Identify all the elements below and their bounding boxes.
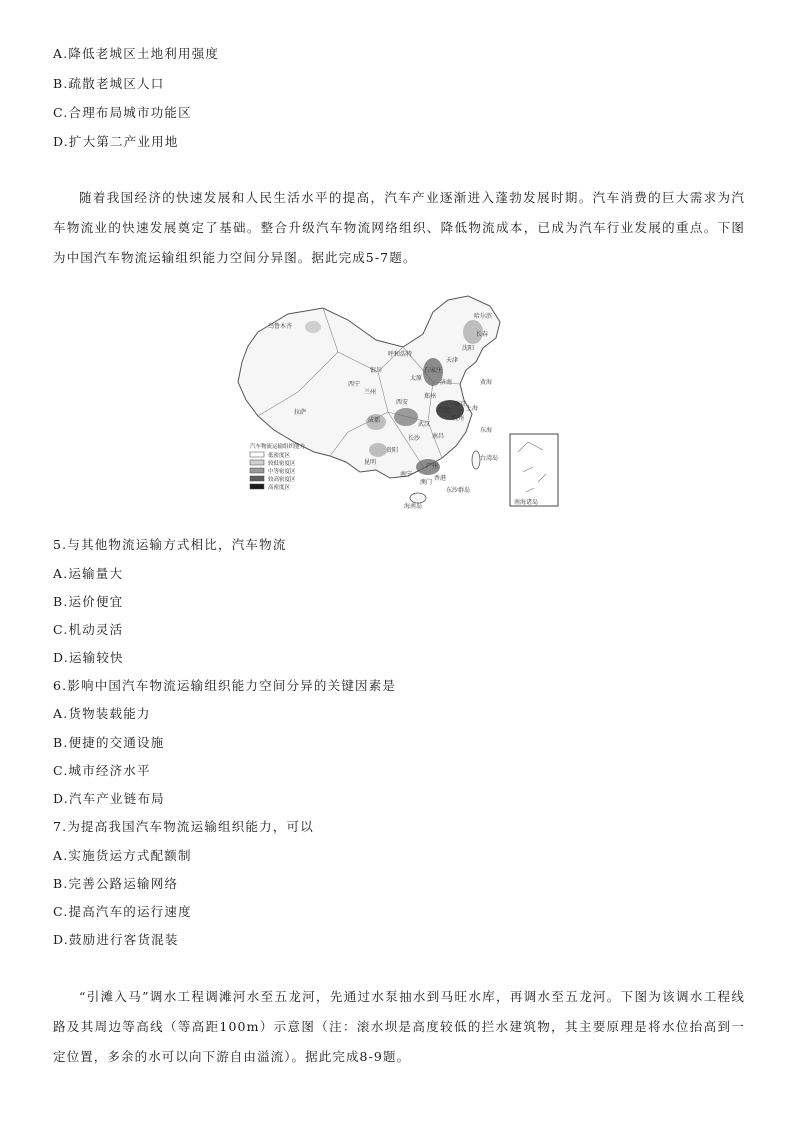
city-label: 东沙群岛 bbox=[446, 487, 471, 494]
south-china-sea-inset bbox=[510, 434, 558, 506]
city-label: 东海 bbox=[480, 427, 493, 434]
city-label: 乌鲁木齐 bbox=[268, 323, 293, 330]
q4-option-d: D.扩大第二产业用地 bbox=[53, 134, 179, 149]
map-legend bbox=[250, 442, 305, 491]
city-label: 拉萨 bbox=[294, 409, 307, 416]
legend-swatch bbox=[250, 452, 264, 457]
city-label: 哈尔滨 bbox=[474, 313, 493, 320]
legend-label: 较高密度区 bbox=[268, 477, 296, 483]
city-label: 济南 bbox=[440, 379, 453, 386]
legend-label: 中等密度区 bbox=[268, 469, 296, 475]
city-label: 南海诸岛 bbox=[514, 499, 539, 506]
city-label: 南昌 bbox=[432, 433, 445, 440]
q4-option-c: C.合理布局城市功能区 bbox=[53, 105, 192, 120]
q6-option-a: A.货物装载能力 bbox=[53, 706, 151, 721]
city-label: 太原 bbox=[410, 375, 423, 382]
legend-title: 汽车物流运输组织能力 bbox=[250, 444, 306, 450]
q6-option-d: D.汽车产业链布局 bbox=[53, 791, 165, 806]
city-label: 西宁 bbox=[348, 381, 361, 388]
city-label: 南京 bbox=[454, 401, 467, 408]
city-label: 长沙 bbox=[408, 435, 421, 442]
q7-option-c: C.提高汽车的运行速度 bbox=[53, 904, 192, 919]
q7-option-a: A.实施货运方式配额制 bbox=[53, 848, 192, 863]
city-label: 兰州 bbox=[364, 389, 377, 396]
q7-stem: 7.为提高我国汽车物流运输组织能力，可以 bbox=[53, 819, 314, 834]
city-label: 广州 bbox=[426, 463, 439, 470]
legend-swatch bbox=[250, 484, 264, 489]
q4-option-b: B.疏散老城区人口 bbox=[53, 76, 165, 91]
q5-option-b: B.运价便宜 bbox=[53, 594, 124, 609]
q5-option-d: D.运输较快 bbox=[53, 650, 124, 665]
city-label: 呼和浩特 bbox=[388, 351, 413, 358]
city-label: 南宁 bbox=[400, 471, 413, 478]
q5-option-a: A.运输量大 bbox=[53, 566, 124, 581]
q7-option-b: B.完善公路运输网络 bbox=[53, 876, 179, 891]
city-label: 上海 bbox=[466, 405, 479, 412]
city-label: 长春 bbox=[476, 331, 489, 338]
city-label: 合肥 bbox=[438, 407, 451, 414]
passage-automobile-logistics: 随着我国经济的快速发展和人民生活水平的提高，汽车产业逐渐进入蓬勃发展时期。汽车消费的巨大需求为汽车物流业的快速发展奠定了基础。整合升级汽车物流网络组织、降低物流成本，已成为汽车行业发展的重点。下图为中国汽车物流运输组织能力空间分异图。据此完成5-7题。 bbox=[53, 190, 745, 265]
q5-stem: 5.与其他物流运输方式相比，汽车物流 bbox=[53, 537, 287, 552]
q7-option-d: D.鼓励进行客货混装 bbox=[53, 932, 179, 947]
city-label: 杭州 bbox=[452, 415, 465, 422]
q6-option-c: C.城市经济水平 bbox=[53, 763, 151, 778]
q6-option-b: B.便捷的交通设施 bbox=[53, 735, 165, 750]
city-label: 澳门 bbox=[420, 479, 433, 486]
taiwan-island bbox=[472, 451, 480, 469]
legend-label: 较低密度区 bbox=[268, 461, 296, 467]
china-logistics-map bbox=[228, 292, 568, 512]
q4-option-a: A.降低老城区土地利用强度 bbox=[53, 46, 220, 61]
city-label: 成都 bbox=[368, 417, 381, 424]
city-label: 昆明 bbox=[364, 459, 377, 466]
density-patch bbox=[305, 321, 321, 333]
q5-option-c: C.机动灵活 bbox=[53, 622, 124, 637]
legend-swatch bbox=[250, 460, 264, 465]
density-patch bbox=[369, 443, 387, 457]
legend-swatch bbox=[250, 476, 264, 481]
city-label: 石家庄 bbox=[424, 367, 443, 374]
city-label: 天津 bbox=[446, 357, 459, 364]
city-label: 贵阳 bbox=[386, 447, 399, 454]
city-label: 郑州 bbox=[424, 393, 437, 400]
city-label: 台湾岛 bbox=[480, 455, 499, 462]
hainan-island bbox=[410, 493, 426, 503]
legend-label: 低密度区 bbox=[268, 453, 291, 459]
q6-stem: 6.影响中国汽车物流运输组织能力空间分异的关键因素是 bbox=[53, 678, 397, 693]
city-label: 沈阳 bbox=[462, 345, 475, 352]
city-label: 银川 bbox=[370, 367, 383, 374]
city-label: 武汉 bbox=[418, 421, 431, 428]
city-label: 西安 bbox=[396, 399, 409, 406]
city-label: 香港 bbox=[434, 475, 447, 482]
city-label: 海南岛 bbox=[404, 503, 423, 510]
legend-label: 高密度区 bbox=[268, 485, 291, 491]
density-patch bbox=[394, 408, 418, 426]
city-label: 黄海 bbox=[480, 379, 493, 386]
legend-swatch bbox=[250, 468, 264, 473]
passage-water-diversion: “引滩入马”调水工程调滩河水至五龙河，先通过水泵抽水到马旺水库，再调水至五龙河。下图为该调水工程线路及其周边等高线（等高距100m）示意图（注：滚水坝是高度较低的拦水建筑物，其主要原理是将水位抬高到一定位置，多余的水可以向下游自由溢流）。据此完成8-9题。 bbox=[53, 989, 745, 1064]
